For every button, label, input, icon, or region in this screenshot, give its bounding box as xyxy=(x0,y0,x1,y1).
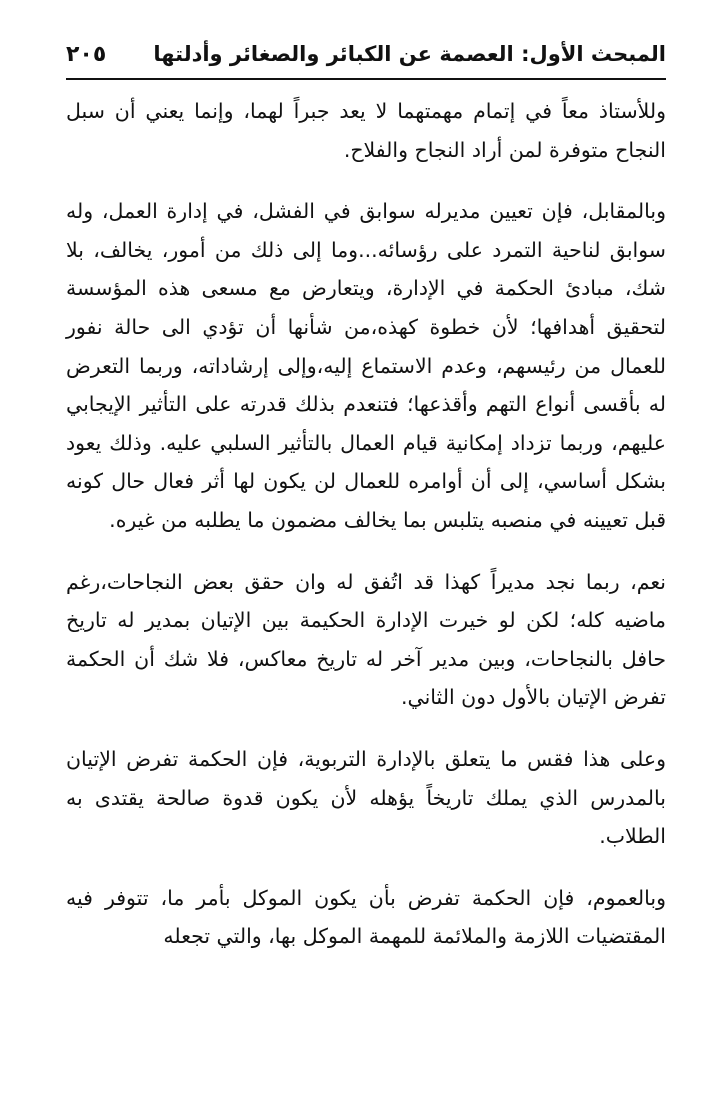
paragraph-3: نعم، ربما نجد مديراً كهذا قد اتُفق له وان حقق بعض النجاحات،رغم ماضيه كله؛ لكن لو خيرت الإدارة الحكيمة بين الإتيان بمدير له تاريخ حافل بالنجاحات، وبين مدير آخر له تاريخ معاكس، فلا شك أن الحكمة تفرض الإتيان بالأول دون الثاني. xyxy=(66,569,666,710)
paragraph-2: وبالمقابل، فإن تعيين مديرله سوابق في الفشل، في إدارة العمل، وله سوابق لناحية التمرد على رؤسائه...وما إلى ذلك من أمور، يخالف، بلا شك، مبادئ الحكمة في الإدارة، ويتعارض مع مسعى هذه المؤسسة لتحقيق أهدافها؛ لأن خطوة كهذه،من شأنها أن تؤدي الى حالة نفور للعمال من رئيسهم، وعدم الاستماع إليه،وإلى إرشاداته، وربما التعرض له بأقسى أنواع التهم وأقذعها؛ فتنعدم بذلك قدرته على التأثير الإيجابي عليهم، وربما تزداد إمكانية قيام العمال بالتأثير السلبي عليه. وذلك يعود بشكل أساسي، إلى أن أوامره للعمال لن يكون لها أثر فعال حال كونه قبل تعيينه في منصبه يتلبس بما يخالف مضمون ما يطلبه من غيره. xyxy=(66,199,666,532)
paragraph-5: وبالعموم، فإن الحكمة تفرض بأن يكون الموكل بأمر ما، تتوفر فيه المقتضيات اللازمة والملائمة للمهمة الموكل بها، والتي تجعله xyxy=(66,885,666,949)
header-divider xyxy=(66,78,666,80)
body-text xyxy=(66,92,666,979)
page-number: ٢٠٥ xyxy=(66,41,107,67)
paragraph-1: وللأستاذ معاً في إتمام مهمتهما لا يعد جبراً لهما، وإنما يعني أن سبل النجاح متوفرة لمن أراد النجاح والفلاح. xyxy=(66,99,666,162)
running-header xyxy=(66,34,666,74)
paragraph-4: وعلى هذا فقس ما يتعلق بالإدارة التربوية، فإن الحكمة تفرض الإتيان بالمدرس الذي يملك تاريخاً يؤهله لأن يكون قدوة صالحة يقتدى به الطلاب. xyxy=(66,746,666,849)
chapter-title: المبحث الأول: العصمة عن الكبائر والصغائر وأدلتها xyxy=(153,42,666,66)
